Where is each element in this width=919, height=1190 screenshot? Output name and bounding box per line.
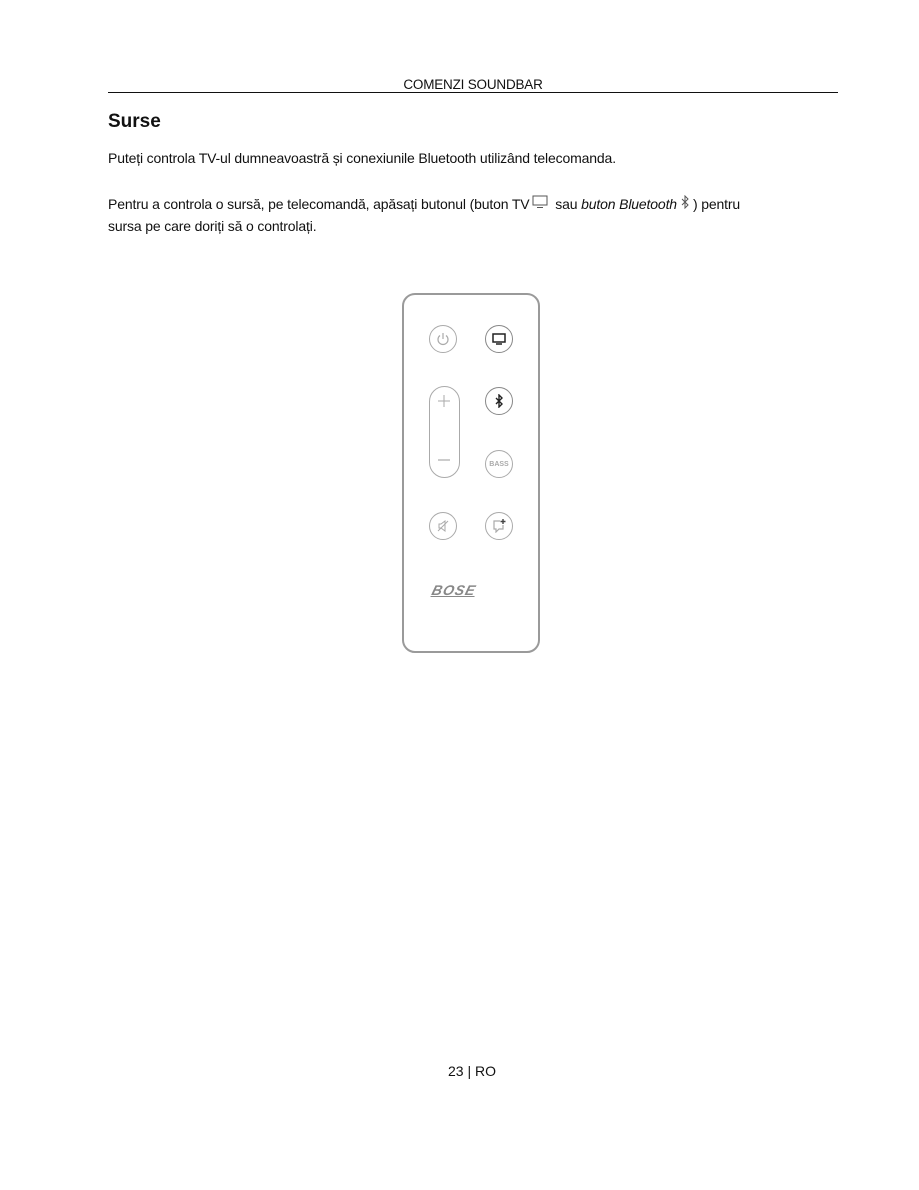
paragraph-2-line2: sursa pe care doriți să o controlați.	[108, 218, 317, 234]
paragraph-2	[108, 193, 740, 237]
header-title: COMENZI SOUNDBAR	[403, 77, 543, 92]
page-number: 23 | RO	[448, 1063, 496, 1079]
paragraph-1: Puteți controla TV-ul dumneavoastră și conexiunile Bluetooth utilizând telecomanda.	[108, 150, 616, 166]
bose-logo: BOSE	[430, 582, 479, 598]
paragraph-2-text: Pentru a controla o sursă, pe telecomandă, apăsați butonul (buton TV	[108, 196, 530, 212]
bass-button	[485, 450, 513, 478]
tv-icon	[532, 193, 548, 215]
action-icon	[485, 512, 513, 540]
paragraph-2-text: ) pentru	[692, 196, 741, 212]
paragraph-2-text: sau	[555, 196, 578, 212]
paragraph-2-italic: buton Bluetooth	[581, 196, 677, 212]
remote-illustration	[402, 293, 540, 653]
bass-label: BASS	[489, 460, 509, 468]
power-icon	[429, 325, 457, 353]
volume-down-icon	[438, 459, 450, 461]
volume-up-icon	[438, 395, 450, 407]
section-heading: Surse	[108, 111, 161, 132]
mute-icon	[429, 512, 457, 540]
page-header	[108, 76, 838, 93]
tv-icon	[485, 325, 513, 353]
bluetooth-icon	[680, 193, 690, 215]
header-rule-right	[543, 76, 838, 93]
header-rule-left	[108, 76, 403, 93]
bluetooth-icon	[485, 387, 513, 415]
volume-rocker	[429, 386, 460, 478]
